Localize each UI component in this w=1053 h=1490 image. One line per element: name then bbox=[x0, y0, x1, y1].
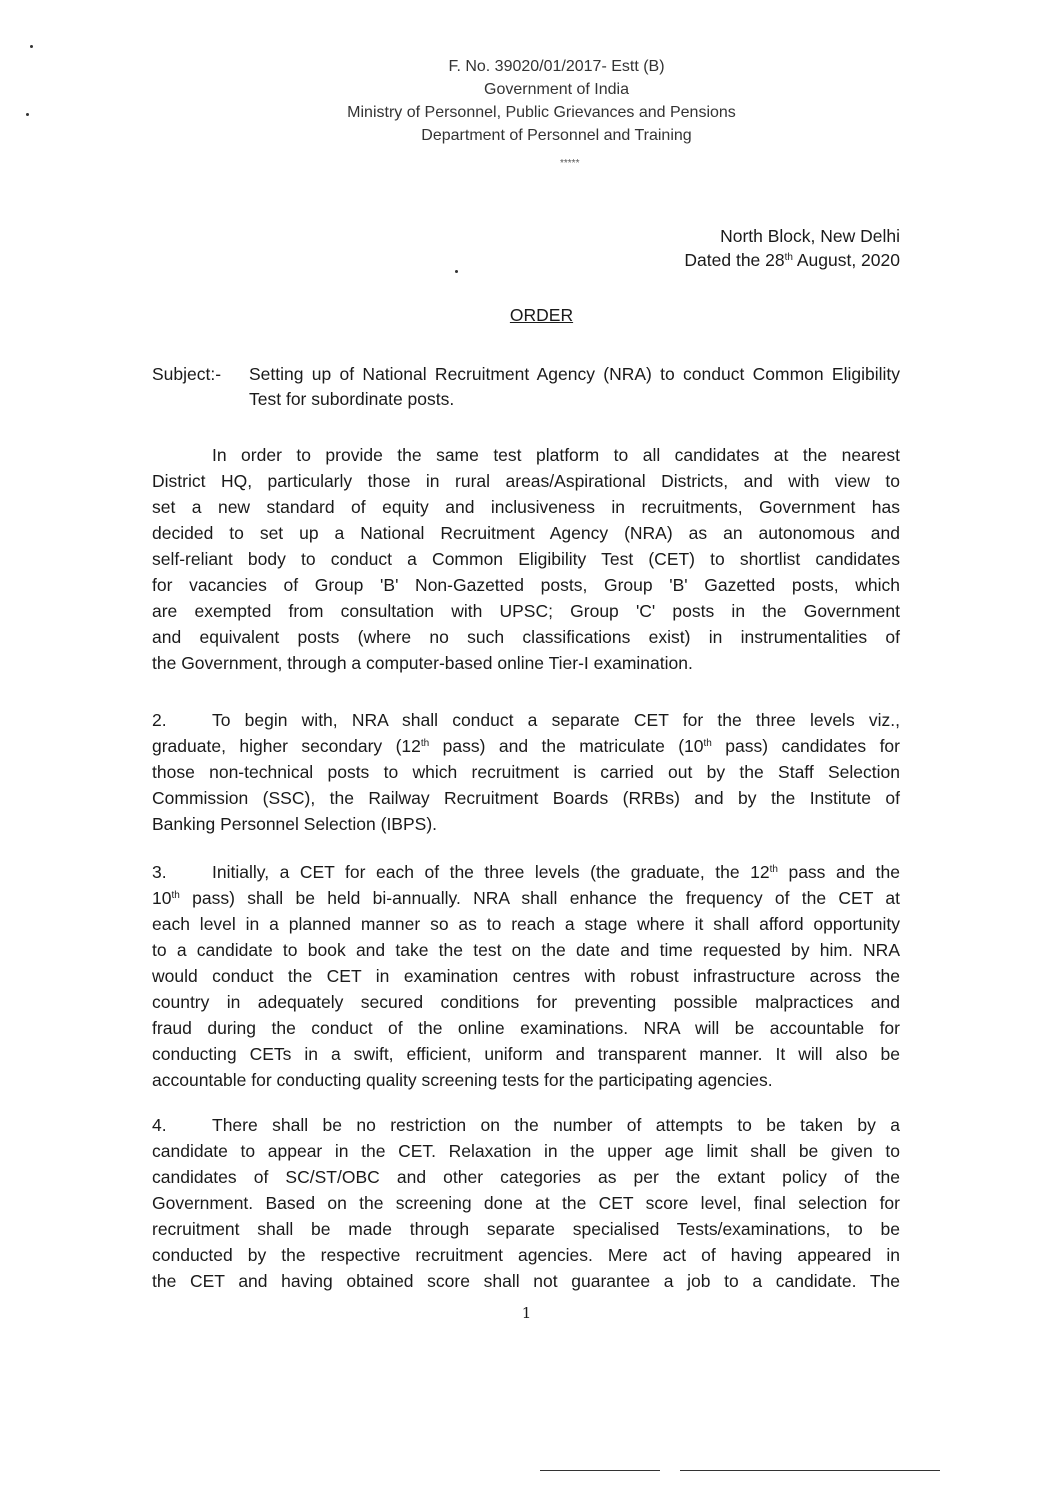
text-line: accountable for conducting quality screening tests for the participating agencies. bbox=[152, 1070, 773, 1090]
text-line: In order to provide the same test platform to all candidates at the nearest bbox=[212, 445, 900, 465]
text-line: conducting CETs in a swift, efficient, uniform and transparent manner. It will also be bbox=[152, 1044, 900, 1064]
text-line: 4. There shall be no restriction on the number of attempts to be taken by a bbox=[152, 1112, 900, 1138]
date-sup: th bbox=[784, 252, 793, 263]
subject bbox=[152, 362, 900, 412]
date-suffix: August, 2020 bbox=[792, 250, 900, 270]
ministry-name: Ministry of Personnel, Public Grievances and Pensions bbox=[347, 104, 736, 121]
place: North Block, New Delhi bbox=[720, 226, 900, 246]
department-name: Department of Personnel and Training bbox=[421, 127, 692, 144]
text-line: decided to set up a National Recruitment Agency (NRA) as an autonomous and bbox=[152, 523, 900, 543]
text-line: 3. Initially, a CET for each of the three levels (the graduate, the 12th pass and the bbox=[152, 859, 900, 885]
text-line: Commission (SSC), the Railway Recruitment Boards (RRBs) and by the Institute of bbox=[152, 788, 900, 808]
text-line: 10th pass) shall be held bi-annually. NRA shall enhance the frequency of the CET at bbox=[152, 888, 900, 908]
superscript: th bbox=[171, 890, 180, 901]
paragraph bbox=[152, 442, 900, 676]
text-line: for vacancies of Group 'B' Non-Gazetted posts, Group 'B' Gazetted posts, which bbox=[152, 575, 900, 595]
text-line: candidate to appear in the CET. Relaxation in the upper age limit shall be given to bbox=[152, 1141, 900, 1161]
text-line: the CET and having obtained score shall not guarantee a job to a candidate. The bbox=[152, 1271, 900, 1291]
document-title: ORDER bbox=[509, 305, 574, 325]
text-line: Government. Based on the screening done at the CET score level, final selection for bbox=[152, 1193, 900, 1213]
text-line: those non-technical posts to which recruitment is carried out by the Staff Selection bbox=[152, 762, 900, 782]
text-line: set a new standard of equity and inclusiveness in recruitments, Government has bbox=[152, 497, 900, 517]
paragraph bbox=[152, 707, 900, 837]
footer-rule bbox=[680, 1470, 940, 1471]
page-number: 1 bbox=[521, 1304, 532, 1322]
text-line: conducted by the respective recruitment agencies. Mere act of having appeared in bbox=[152, 1245, 900, 1265]
text-line: candidates of SC/ST/OBC and other categories as per the extant policy of the bbox=[152, 1167, 900, 1187]
subject-text: Setting up of National Recruitment Agency (NRA) to conduct Common Eligibility Test for subordinate posts. bbox=[249, 364, 900, 409]
paragraph-number: 3. bbox=[152, 862, 167, 882]
text-line: graduate, higher secondary (12th pass) and the matriculate (10th pass) candidates for bbox=[152, 736, 900, 756]
paragraph-number: 2. bbox=[152, 710, 167, 730]
text-line: to a candidate to book and take the test on the date and time requested by him. NRA bbox=[152, 940, 900, 960]
letterhead bbox=[0, 55, 1053, 147]
file-number: F. No. 39020/01/2017- Estt (B) bbox=[448, 58, 665, 75]
scan-speck bbox=[26, 113, 29, 116]
text-line: self-reliant body to conduct a Common Eligibility Test (CET) to shortlist candidates bbox=[152, 549, 900, 569]
paragraph-number: 4. bbox=[152, 1115, 167, 1135]
text-line: District HQ, particularly those in rural areas/Aspirational Districts, and with view to bbox=[152, 471, 900, 491]
paragraph bbox=[152, 1112, 900, 1294]
text-line: and equivalent posts (where no such classifications exist) in instrumentalities of bbox=[152, 627, 900, 647]
text-line: 2. To begin with, NRA shall conduct a separate CET for the three levels viz., bbox=[152, 707, 900, 733]
text-line: the Government, through a computer-based online Tier-I examination. bbox=[152, 653, 693, 673]
text-line: each level in a planned manner so as to reach a stage where it shall afford opportunity bbox=[152, 914, 900, 934]
text-line: country in adequately secured conditions for preventing possible malpractices and bbox=[152, 992, 900, 1012]
separator: ***** bbox=[560, 158, 580, 169]
text-line: fraud during the conduct of the online examinations. NRA will be accountable for bbox=[152, 1018, 900, 1038]
superscript: th bbox=[420, 738, 430, 749]
subject-label: Subject:- bbox=[152, 364, 222, 384]
superscript: th bbox=[769, 864, 778, 875]
text-line: Banking Personnel Selection (IBPS). bbox=[152, 814, 438, 834]
superscript: th bbox=[703, 738, 712, 749]
text-line: would conduct the CET in examination centres with robust infrastructure across the bbox=[152, 966, 900, 986]
footer-rule bbox=[540, 1470, 660, 1471]
paragraph bbox=[152, 859, 900, 1093]
text-line: recruitment shall be made through separate specialised Tests/examinations, to be bbox=[152, 1219, 900, 1239]
date bbox=[684, 248, 900, 272]
date-prefix: Dated the 28 bbox=[684, 250, 785, 270]
scan-speck bbox=[30, 45, 33, 48]
scan-speck bbox=[455, 270, 458, 273]
government-name: Government of India bbox=[484, 81, 629, 98]
text-line: are exempted from consultation with UPSC; Group 'C' posts in the Government bbox=[152, 601, 900, 621]
